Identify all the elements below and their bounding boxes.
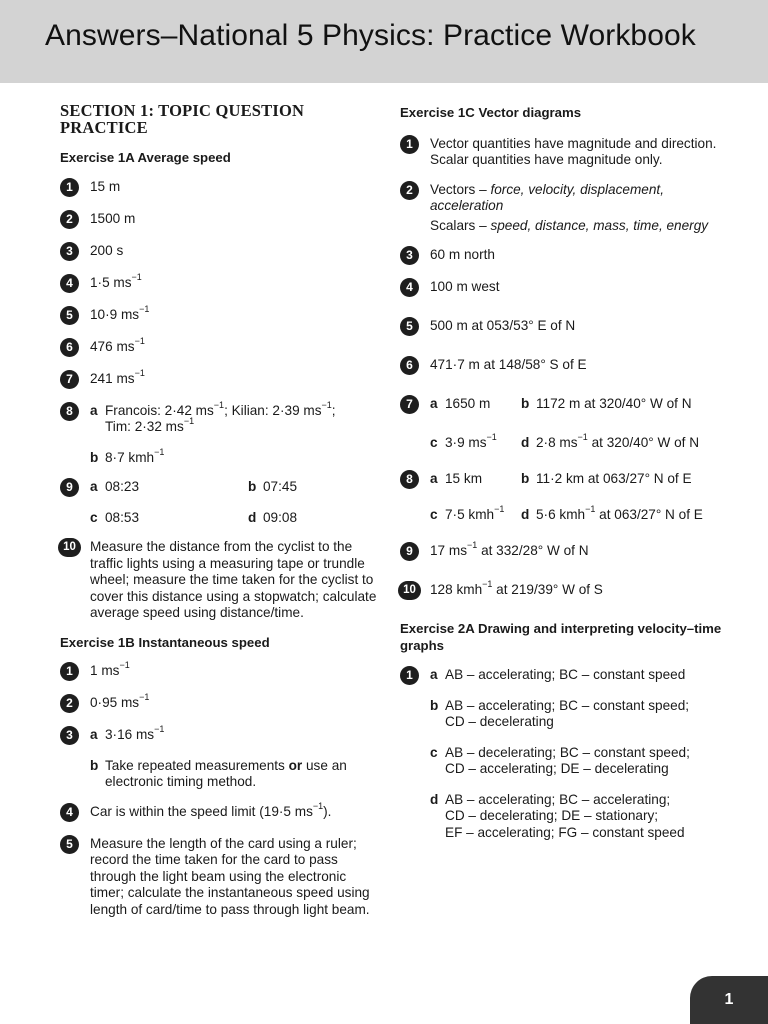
answer-text: 1500 m [90,210,136,226]
question-number-badge: 2 [400,181,419,200]
sub-answer-d [430,792,730,842]
answer-text: 3·9 $ms^{-1}$ [445,431,497,450]
part-label: a [90,402,98,418]
answer-1a-1 [60,179,380,198]
question-number-badge: 1 [400,135,419,154]
sub-answer-b [90,758,380,791]
question-number-badge: 3 [400,246,419,265]
page-header [0,0,768,83]
answer-text: 2·8 $ms^{-1}$ at 320/40° W of N [536,431,700,450]
answer-1b-2 [60,692,380,714]
question-number-badge: 9 [60,478,79,497]
question-number-badge: 5 [60,835,79,854]
question-number-badge: 7 [400,395,419,414]
unit-exponent: −1 [139,303,150,314]
part-label: c [90,509,98,525]
answer-text: 1650 m [445,396,491,411]
answer-text: Francois: 2·42 $ms^{-1}$; Kilian: 2·39 $ms^{-1}$; Tim: 2·32 $ms^{-1}$ [105,399,336,434]
part-label: b [90,449,99,465]
exercise-2a-title: Exercise 2A Drawing and interpreting velocity–time graphs [400,621,722,653]
answer-1c-6 [400,357,730,376]
part-label: a [90,479,98,494]
answer-1a-2 [60,211,380,230]
answer-text: 8·7 kmh$^{-1}$ [105,446,165,465]
answer-text: 1·5 ms [90,274,132,290]
question-number-badge: 10 [58,538,81,557]
part-label: d [521,506,530,522]
answer-grid [430,431,730,452]
answer-text: 128 kmh$^{-1}$ at 219/39° W of S [430,579,603,597]
part-label: a [430,396,438,411]
answer-text: Take repeated measurements or use an electronic timing method. [105,757,347,789]
answer-text: 0·95 ms [90,695,140,710]
answer-text: AB – accelerating; BC – accelerating; CD – decelerating; DE – stationary; EF – accelerating; FG – constant speed [445,791,685,840]
sub-answer-b [90,446,380,467]
part-label: c [430,744,438,760]
answer-text: 08:23 [105,479,140,494]
unit-exponent: −1 [134,367,145,378]
answer-grid [430,396,730,413]
question-number-badge: 4 [400,278,419,297]
answer-1a-3 [60,243,380,262]
question-number-badge: 4 [60,803,79,822]
unit-exponent: −1 [131,271,142,282]
answer-text: Scalars – speed, distance, mass, time, energy [430,217,709,233]
answer-text: Vector quantities have magnitude and direction. Scalar quantities have magnitude only. [430,135,717,167]
part-label: a [430,471,438,486]
part-label: b [521,471,530,486]
sub-answer-a [430,667,730,684]
answer-text: 07:45 [263,479,298,494]
answer-grid [430,471,730,488]
question-number-badge: 1 [400,666,419,685]
answer-text: AB – decelerating; BC – constant speed; CD – accelerating; DE – decelerating [445,744,690,776]
answer-2a-1 [400,667,730,841]
part-label: b [90,757,99,773]
answer-1a-4 [60,271,380,294]
part-label: c [430,506,438,522]
answer-text: 100 m west [430,279,500,294]
answer-1a-8 [60,399,380,467]
part-label: d [521,434,530,450]
answer-1a-9 [60,479,380,526]
right-column [400,103,730,854]
answer-1c-2 [400,182,730,235]
answer-text: Car is within the speed limit (19·5 $ms^{-1}$). [90,800,332,819]
answer-text: Measure the distance from the cyclist to the traffic lights using a measuring tape or trundle wheel; measure the time taken for the cyclist to cover this distance using a stopwatch; calculate average speed using distance/time. [90,539,377,620]
question-number-badge: 6 [400,356,419,375]
answer-text: 3·16 $ms^{-1}$ [105,724,165,742]
unit-exponent: −1 [119,660,130,671]
part-label: a [90,727,98,742]
part-label: b [521,396,530,411]
section-title: SECTION 1: TOPIC QUESTION PRACTICE [60,101,305,137]
question-number-badge: 3 [60,242,79,261]
question-number-badge: 2 [60,210,79,229]
answer-text: 15 m [90,178,121,194]
answer-1c-1 [400,136,730,169]
answer-grid [90,479,380,496]
answer-1c-8 [400,471,730,523]
answer-text: 476 ms [90,338,135,354]
part-label: c [430,434,438,450]
part-label: b [248,479,257,494]
answer-text: 500 m at 053/53° E of N [430,318,576,333]
answer-grid [90,510,380,527]
answer-text: AB – accelerating; BC – constant speed [445,667,686,682]
answer-text: 15 km [445,471,483,486]
answer-1a-5 [60,303,380,326]
answer-text: 7·5 kmh$^{-1}$ [445,503,505,522]
question-number-badge: 1 [60,662,79,681]
question-number-badge: 6 [60,338,79,357]
part-label: d [248,509,257,525]
question-number-badge: 8 [60,402,79,421]
answer-1b-1 [60,660,380,682]
answer-text: 471·7 m at 148/58° S of E [430,357,587,372]
answer-text: 17 $ms^{-1}$ at 332/28° W of N [430,540,589,558]
answer-text: 09:08 [263,509,298,525]
answer-text: Vectors – force, velocity, displacement, acceleration [430,181,664,213]
part-label: d [430,791,439,807]
answer-text: 1172 m at 320/40° W of N [536,396,692,411]
answer-text: 200 s [90,242,124,258]
page-title: Answers–National 5 Physics: Practice Workbook [45,19,696,52]
question-number-badge: 5 [400,317,419,336]
question-number-badge: 4 [60,274,79,293]
exercise-1c-title: Exercise 1C Vector diagrams [400,105,582,120]
answer-1c-9 [400,540,730,562]
part-label: a [430,667,438,682]
answer-1c-4 [400,279,730,298]
answer-text: 10·9 ms [90,306,140,322]
answer-1c-3 [400,247,730,266]
sub-answer-b [430,698,730,731]
left-column [60,103,380,931]
answer-text: 1 ms [90,663,120,678]
question-number-badge: 7 [60,370,79,389]
answer-text: 08:53 [105,509,140,525]
question-number-badge: 1 [60,178,79,197]
unit-exponent: −1 [134,335,145,346]
part-label: b [430,697,439,713]
sub-answer-a [90,399,380,436]
answer-grid [430,503,730,524]
answer-1a-10 [60,539,380,622]
question-number-badge: 5 [60,306,79,325]
answer-text: 11·2 km at 063/27° N of E [536,471,692,486]
answer-1a-6 [60,335,380,358]
sub-answer-c [430,745,730,778]
question-number-badge: 2 [60,694,79,713]
answer-text: 5·6 kmh$^{-1}$ at 063/27° N of E [536,503,703,522]
answer-1c-10 [400,579,730,601]
exercise-1b-title: Exercise 1B Instantaneous speed [60,634,270,650]
answer-text: 60 m north [430,247,495,262]
answer-1b-5 [60,836,380,919]
sub-answer-a [90,724,380,744]
page-number: 1 [690,976,768,1024]
answer-text: Measure the length of the card using a ruler; record the time taken for the card to pass through the light beam using the electronic timer; calculate the instantaneous speed using length of card/time to pass through light beam. [90,835,370,917]
answer-text: 241 ms [90,370,135,386]
question-number-badge: 9 [400,542,419,561]
question-number-badge: 8 [400,470,419,489]
answer-1c-5 [400,318,730,337]
answer-1c-7 [400,396,730,451]
answer-1b-3 [60,724,380,791]
question-number-badge: 10 [398,581,421,600]
answer-1a-7 [60,367,380,390]
question-number-badge: 3 [60,726,79,745]
answer-1b-4 [60,800,380,823]
unit-exponent: −1 [139,692,150,703]
exercise-1a-title: Exercise 1A Average speed [60,150,231,165]
answer-text: AB – accelerating; BC – constant speed; CD – decelerating [445,697,690,729]
